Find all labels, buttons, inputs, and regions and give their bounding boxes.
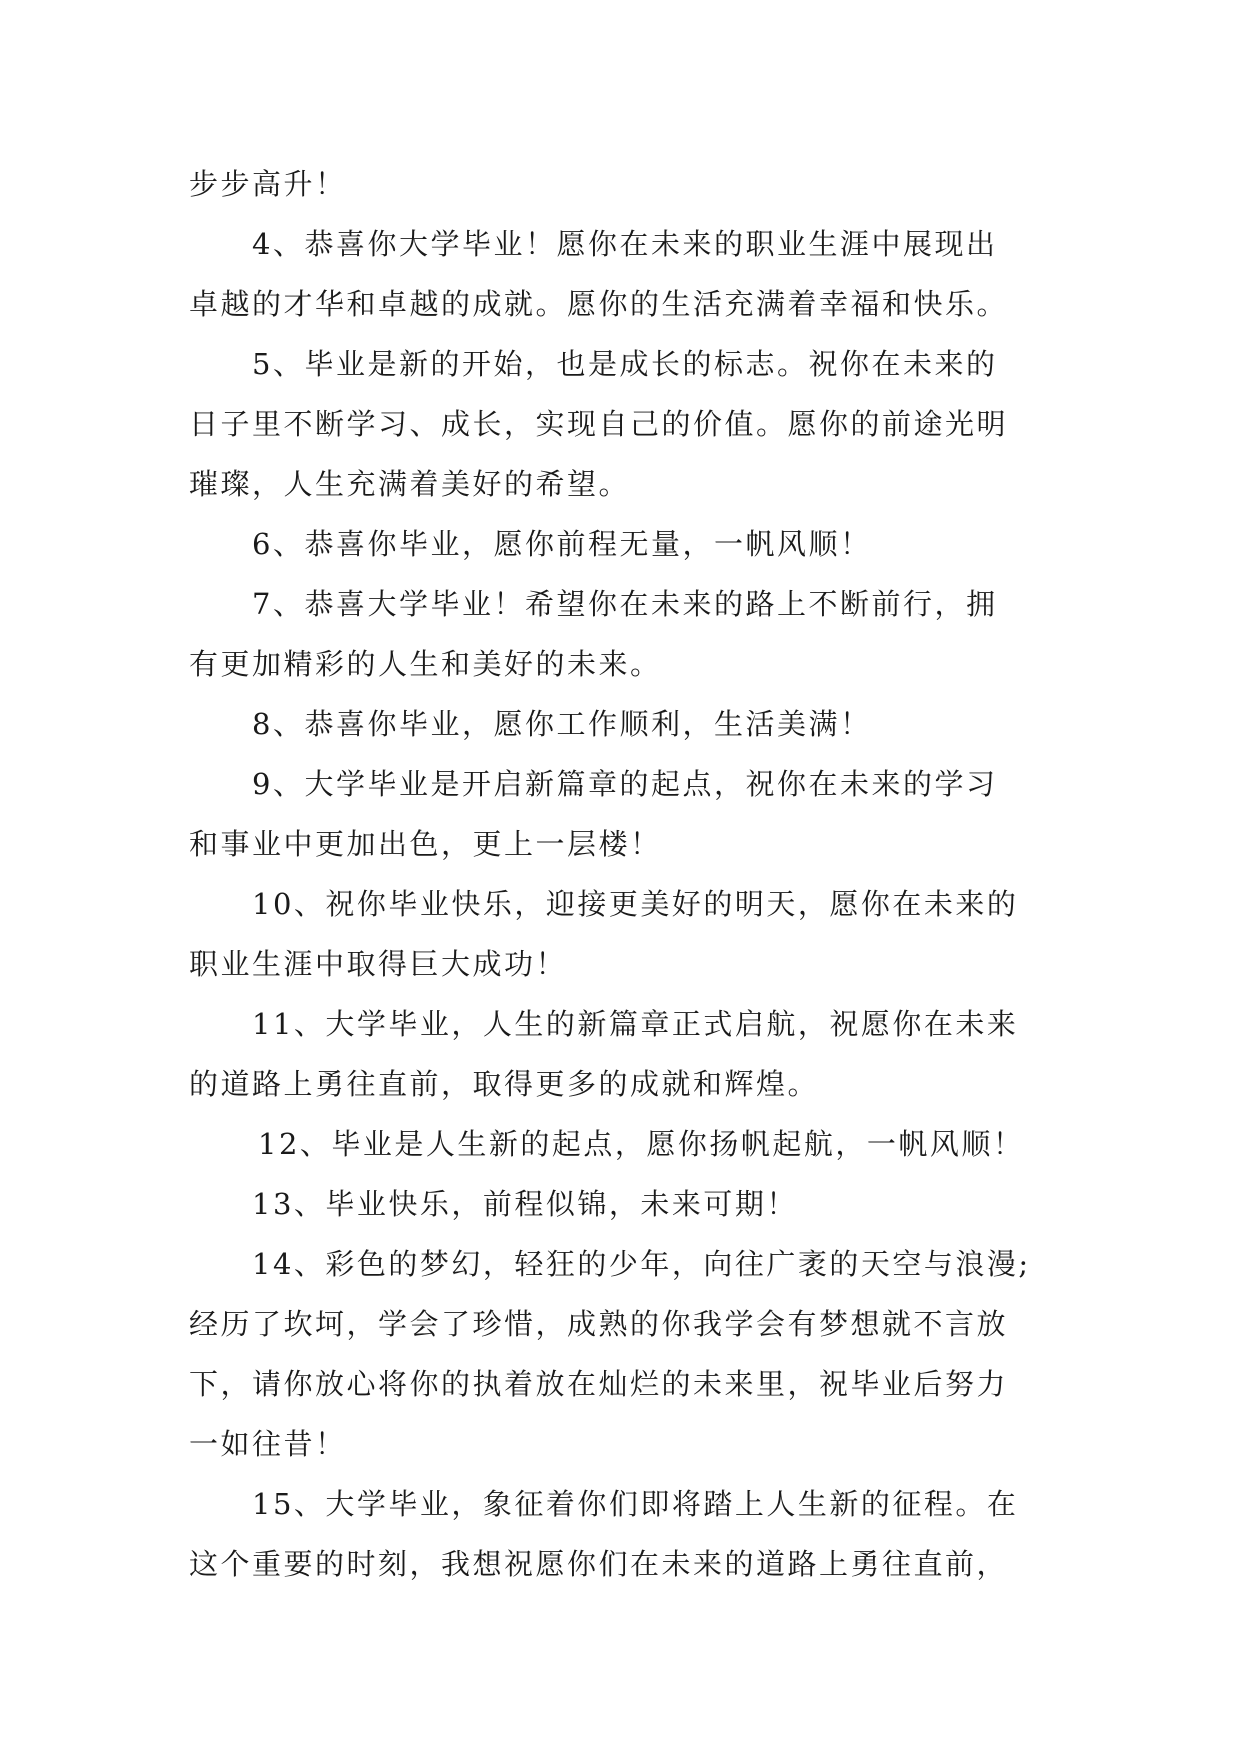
text-line: 经历了坎坷，学会了珍惜，成熟的你我学会有梦想就不言放	[189, 1307, 1009, 1341]
text-line: 日子里不断学习、成长，实现自己的价值。愿你的前途光明	[189, 407, 1009, 441]
text-line: 卓越的才华和卓越的成就。愿你的生活充满着幸福和快乐。	[189, 287, 1009, 321]
text-line: 11、大学毕业，人生的新篇章正式启航，祝愿你在未来	[252, 1007, 1019, 1041]
text-line: 一如往昔！	[189, 1427, 347, 1461]
text-line: 7、恭喜大学毕业！希望你在未来的路上不断前行，拥	[252, 587, 998, 621]
text-line: 职业生涯中取得巨大成功！	[189, 947, 568, 981]
text-line: 13、毕业快乐，前程似锦，未来可期！	[252, 1187, 798, 1221]
text-line: 5、毕业是新的开始，也是成长的标志。祝你在未来的	[252, 347, 998, 381]
text-line: 有更加精彩的人生和美好的未来。	[189, 647, 662, 681]
text-line: 15、大学毕业，象征着你们即将踏上人生新的征程。在	[252, 1487, 1019, 1521]
text-line: 和事业中更加出色，更上一层楼！	[189, 827, 662, 861]
text-line: 9、大学毕业是开启新篇章的起点，祝你在未来的学习	[252, 767, 998, 801]
text-line: 步步高升！	[189, 167, 347, 201]
text-line: 这个重要的时刻，我想祝愿你们在未来的道路上勇往直前，	[189, 1547, 1009, 1581]
text-line: 10、祝你毕业快乐，迎接更美好的明天，愿你在未来的	[252, 887, 1019, 921]
text-line: 下，请你放心将你的执着放在灿烂的未来里，祝毕业后努力	[189, 1367, 1009, 1401]
text-line: 璀璨，人生充满着美好的希望。	[189, 467, 631, 501]
text-line: 8、恭喜你毕业，愿你工作顺利，生活美满！	[252, 707, 872, 741]
text-line: 的道路上勇往直前，取得更多的成就和辉煌。	[189, 1067, 820, 1101]
text-line: 6、恭喜你毕业，愿你前程无量，一帆风顺！	[252, 527, 872, 561]
text-line: 4、恭喜你大学毕业！愿你在未来的职业生涯中展现出	[252, 227, 998, 261]
text-line: 12、毕业是人生新的起点，愿你扬帆起航，一帆风顺！	[258, 1127, 1025, 1161]
text-line: 14、彩色的梦幻，轻狂的少年，向往广袤的天空与浪漫;	[252, 1247, 1031, 1281]
